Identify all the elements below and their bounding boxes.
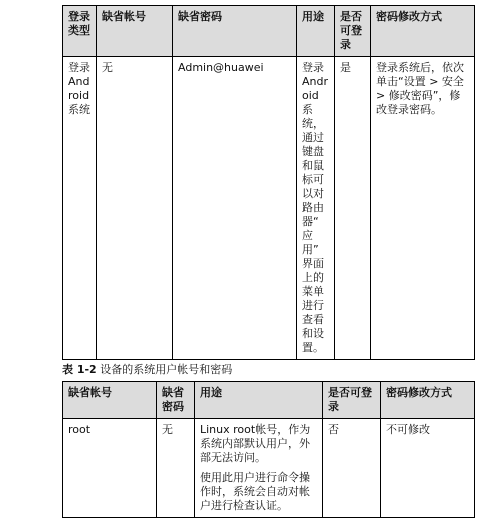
cell-login-type: 登录Android系统 — [63, 57, 97, 360]
cell-password: Admin@huawei — [173, 57, 297, 360]
cell-usage — [195, 419, 323, 518]
cell-can-login: 是 — [335, 57, 371, 360]
usage-paragraph-2: 使用此用户进行命令操作时，系统会自动对帐户进行检查认证。 — [200, 471, 310, 512]
usage-paragraph-1: Linux root帐号，作为系统内部默认用户，外部无法访问。 — [200, 423, 311, 464]
header-usage: 用途 — [297, 6, 335, 57]
table-row — [63, 419, 475, 518]
cell-change-method: 登录系统后，依次单击“设置 > 安全 > 修改密码”，修改登录密码。 — [371, 57, 475, 360]
cell-password: 无 — [157, 419, 195, 518]
cell-account: root — [63, 419, 157, 518]
cell-usage: 登录Android系统，通过键盘和鼠标可以对路由器“应用”界面上的菜单进行查看和设置。 — [297, 57, 335, 360]
table-header-row — [63, 382, 475, 419]
header-change-method: 密码修改方式 — [381, 382, 475, 419]
header-default-account: 缺省帐号 — [63, 382, 157, 419]
cell-account: 无 — [97, 57, 173, 360]
table-header-row — [63, 6, 475, 57]
table-row — [63, 57, 475, 360]
system-user-accounts-table — [62, 381, 475, 518]
caption-text: 设备的系统用户帐号和密码 — [96, 363, 233, 376]
header-change-method: 密码修改方式 — [371, 6, 475, 57]
header-usage: 用途 — [195, 382, 323, 419]
header-can-login: 是否可登录 — [323, 382, 381, 419]
header-default-password: 缺省密码 — [157, 382, 195, 419]
header-default-account: 缺省帐号 — [97, 6, 173, 57]
cell-change-method: 不可修改 — [381, 419, 475, 518]
table-caption — [62, 363, 232, 377]
cell-can-login: 否 — [323, 419, 381, 518]
header-login-type: 登录类型 — [63, 6, 97, 57]
caption-number: 表 1-2 — [62, 363, 97, 376]
header-default-password: 缺省密码 — [173, 6, 297, 57]
header-can-login: 是否可登录 — [335, 6, 371, 57]
default-login-accounts-table — [62, 5, 475, 360]
